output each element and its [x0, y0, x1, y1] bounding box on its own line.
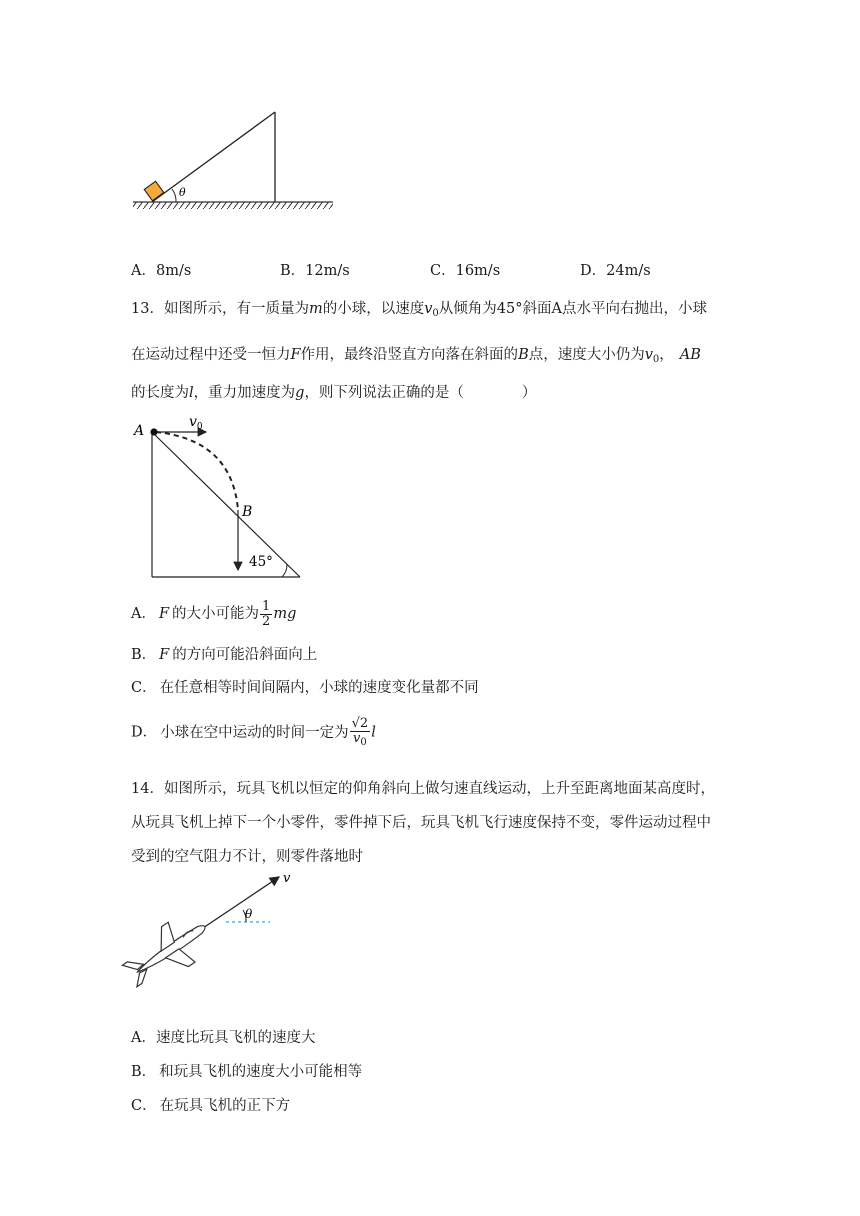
angle-theta-label: θ: [245, 907, 253, 921]
q13-option-a: [131, 600, 296, 628]
option-text: 在任意相等时间间隔内，小球的速度变化量都不同: [159, 680, 479, 696]
option-letter: A．: [131, 263, 156, 279]
option-letter: B．: [131, 1064, 157, 1080]
q13-option-d: [131, 717, 376, 748]
option-letter: C．: [131, 680, 157, 696]
var-v: v: [424, 301, 433, 317]
question-number: 14．: [131, 781, 164, 797]
option-text: 和玩具飞机的速度大小可能相等: [159, 1064, 363, 1080]
stem-text: 受到的空气阻力不计，则零件落地时: [131, 849, 363, 865]
stem-text: ，则下列说法正确的是（ ）: [304, 385, 537, 401]
stem-text: 的长度为: [131, 385, 189, 401]
q13-stem-line-3: [131, 381, 536, 402]
label-A: A: [134, 423, 145, 439]
var-F: F: [290, 347, 301, 363]
var-sub: 0: [432, 308, 439, 319]
label-v0: $v_0$: [189, 414, 203, 432]
q14-stem-line-1: [131, 777, 715, 798]
q12-option-c: [430, 259, 500, 280]
q13-stem-line-2: [131, 343, 701, 365]
option-letter: B．: [131, 647, 157, 663]
var-F: F: [159, 647, 170, 663]
var-v: v: [644, 347, 653, 363]
var-m: m: [308, 301, 323, 317]
option-text: 12m/s: [305, 263, 350, 279]
q12-option-b: [280, 259, 350, 280]
option-text: 的方向可能沿斜面向上: [172, 647, 318, 663]
slope-line: [152, 432, 300, 577]
incline-figure: [0, 0, 860, 230]
trajectory-curve: [156, 432, 238, 510]
velocity-label: v: [283, 871, 291, 886]
question-number: 13．: [131, 301, 164, 317]
fraction-sqrt2-over-v0: $\frac{√2}{v_0}$: [351, 716, 369, 748]
q14-option-c: [131, 1094, 290, 1115]
label-45deg: 45°: [249, 554, 273, 570]
q12-option-d: [580, 259, 651, 280]
q13-option-b: [131, 643, 317, 664]
stem-text: ，: [659, 347, 674, 363]
block: [144, 181, 164, 201]
stem-text: 作用，最终沿竖直方向落在斜面的: [300, 347, 519, 363]
angle-theta-label: θ: [179, 186, 186, 199]
label-B: B: [242, 504, 253, 520]
var-mg: mg: [273, 606, 297, 623]
stem-text: 点，速度大小仍为: [528, 347, 645, 363]
stem-text: 从倾角为45°斜面A点水平向右抛出，小球: [438, 301, 707, 317]
projectile-figure: [0, 410, 860, 585]
stem-text: 如图所示，玩具飞机以恒定的仰角斜向上做匀速直线运动，上升至距离地面某高度时，: [163, 781, 715, 797]
option-text: 的大小可能为: [172, 606, 260, 623]
var-B: B: [518, 347, 529, 363]
ground-hatching: [133, 202, 333, 209]
plane-figure: [0, 860, 860, 990]
option-text: 16m/s: [455, 263, 501, 279]
option-text: 8m/s: [155, 263, 192, 279]
stem-text: 从玩具飞机上掉下一个小零件，零件掉下后，玩具飞机飞行速度保持不变，零件运动过程中: [131, 815, 711, 831]
incline-hypotenuse: [152, 112, 275, 202]
q14-option-a: [131, 1026, 315, 1047]
stem-text: 如图所示，有一质量为: [163, 301, 309, 317]
stem-text: 的小球，以速度: [322, 301, 425, 317]
option-text: 速度比玩具飞机的速度大: [155, 1030, 316, 1046]
q14-stem-line-2: [131, 811, 711, 832]
option-text: 24m/s: [606, 263, 651, 279]
option-letter: C．: [131, 1098, 157, 1114]
var-g: g: [295, 385, 305, 401]
option-text: 小球在空中运动的时间一定为: [160, 724, 349, 741]
ball-A: [150, 428, 157, 435]
var-l: l: [371, 724, 376, 741]
var-AB: AB: [679, 347, 701, 363]
q13-option-c: [131, 676, 479, 697]
var-sub: 0: [652, 354, 660, 365]
option-letter: A．: [131, 1030, 156, 1046]
q13-stem-line-1: [131, 297, 707, 319]
option-letter: C．: [430, 263, 456, 279]
var-F: F: [158, 606, 170, 623]
option-letter: A．: [131, 606, 156, 623]
stem-text: 在运动过程中还受一恒力: [131, 347, 291, 363]
stem-text: ，重力加速度为: [193, 385, 296, 401]
angle-arc-45: [282, 564, 287, 577]
fraction-one-half: $\frac{1}{2}$: [262, 599, 271, 629]
option-letter: D．: [131, 724, 158, 741]
q12-option-a: [131, 259, 191, 280]
var-l: l: [189, 385, 194, 401]
option-text: 在玩具飞机的正下方: [159, 1098, 291, 1114]
option-letter: B．: [280, 263, 306, 279]
toy-plane-icon: [117, 907, 218, 997]
q14-option-b: [131, 1060, 362, 1081]
angle-arc: [172, 189, 176, 202]
option-letter: D．: [580, 263, 607, 279]
